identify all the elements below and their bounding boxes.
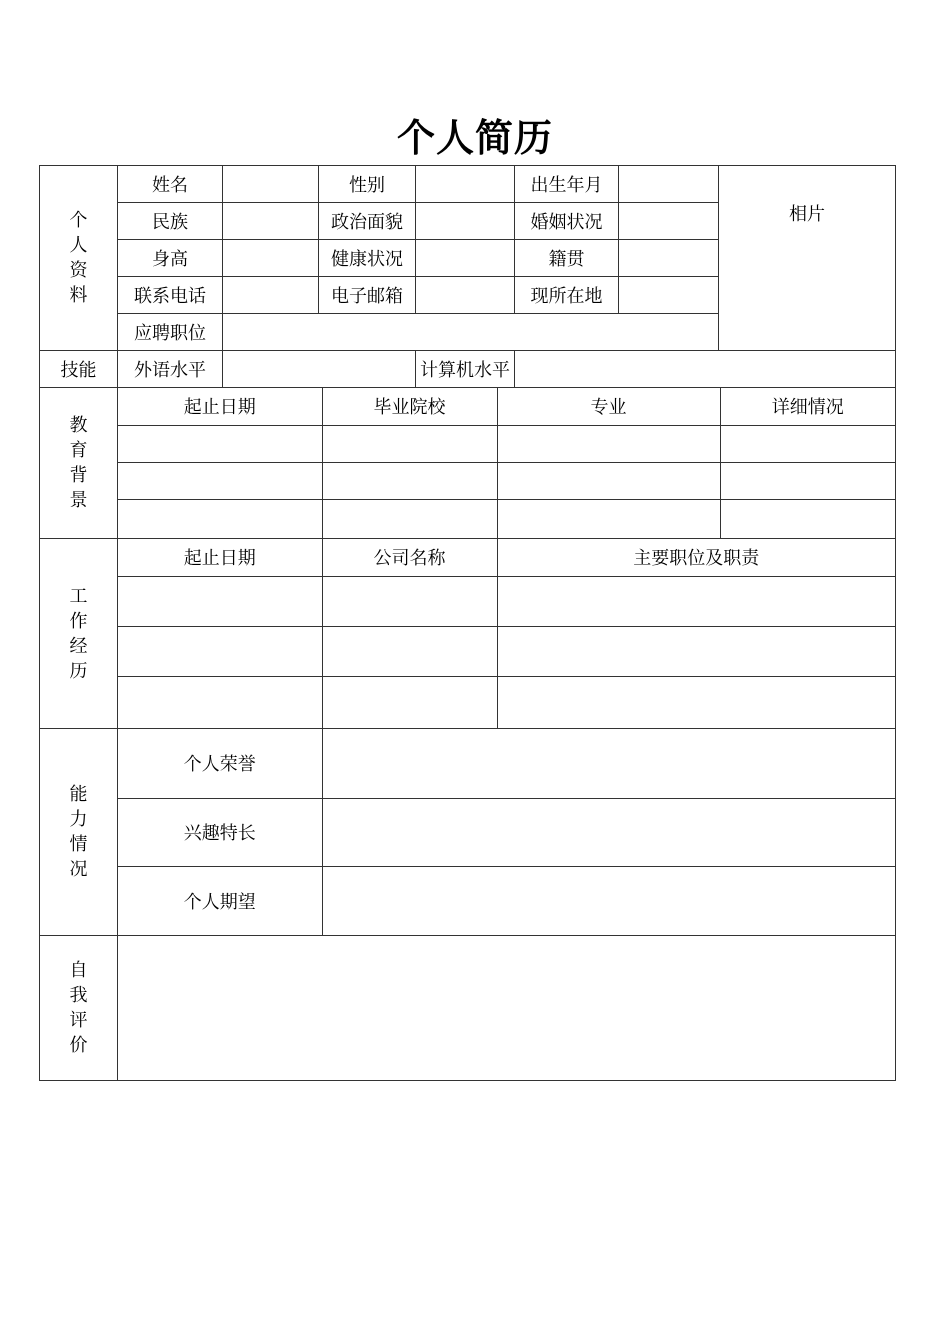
label-location: 现所在地 xyxy=(515,277,619,314)
label-language: 外语水平 xyxy=(118,351,223,388)
section-personal: 个 人 资 料 xyxy=(40,166,118,351)
work-cell[interactable] xyxy=(322,676,497,728)
label-height: 身高 xyxy=(118,240,223,277)
edu-cell[interactable] xyxy=(720,462,895,499)
education-table xyxy=(118,388,896,539)
field-position[interactable] xyxy=(223,314,719,351)
label-birth: 出生年月 xyxy=(515,166,619,203)
table-row xyxy=(118,626,895,676)
label-name: 姓名 xyxy=(118,166,223,203)
edu-cell[interactable] xyxy=(322,462,497,499)
field-location[interactable] xyxy=(619,277,719,314)
label-native-place: 籍贯 xyxy=(515,240,619,277)
edu-cell[interactable] xyxy=(322,499,497,538)
label-expectations: 个人期望 xyxy=(118,866,322,935)
edu-cell[interactable] xyxy=(118,462,322,499)
field-marital[interactable] xyxy=(619,203,719,240)
table-row xyxy=(118,499,895,538)
edu-cell[interactable] xyxy=(497,425,720,462)
field-name[interactable] xyxy=(223,166,319,203)
resume-table xyxy=(39,165,896,1081)
work-cell[interactable] xyxy=(118,626,322,676)
section-education: 教 育 背 景 xyxy=(40,388,118,539)
label-interests: 兴趣特长 xyxy=(118,798,322,866)
label-position: 应聘职位 xyxy=(118,314,223,351)
label-phone: 联系电话 xyxy=(118,277,223,314)
label-political: 政治面貌 xyxy=(319,203,416,240)
field-computer[interactable] xyxy=(515,351,896,388)
field-health[interactable] xyxy=(416,240,515,277)
table-row xyxy=(118,425,895,462)
work-header-dates: 起止日期 xyxy=(118,539,322,576)
field-language[interactable] xyxy=(223,351,416,388)
field-self-eval[interactable] xyxy=(118,936,896,1081)
work-header-company: 公司名称 xyxy=(322,539,497,576)
work-cell[interactable] xyxy=(497,626,895,676)
field-gender[interactable] xyxy=(416,166,515,203)
field-native-place[interactable] xyxy=(619,240,719,277)
label-honors: 个人荣誉 xyxy=(118,729,322,798)
table-row xyxy=(118,676,895,728)
label-health: 健康状况 xyxy=(319,240,416,277)
work-table xyxy=(118,539,896,729)
field-birth[interactable] xyxy=(619,166,719,203)
work-cell[interactable] xyxy=(322,576,497,626)
section-ability: 能 力 情 况 xyxy=(40,729,118,936)
ability-table xyxy=(118,729,896,936)
work-cell[interactable] xyxy=(118,676,322,728)
work-cell[interactable] xyxy=(322,626,497,676)
edu-cell[interactable] xyxy=(118,425,322,462)
photo-box[interactable]: 相片 xyxy=(719,166,896,351)
edu-cell[interactable] xyxy=(720,425,895,462)
field-political[interactable] xyxy=(416,203,515,240)
work-cell[interactable] xyxy=(497,576,895,626)
table-row xyxy=(118,576,895,626)
field-phone[interactable] xyxy=(223,277,319,314)
edu-cell[interactable] xyxy=(322,425,497,462)
section-skills: 技能 xyxy=(40,351,118,388)
field-expectations[interactable] xyxy=(322,866,895,935)
edu-cell[interactable] xyxy=(118,499,322,538)
field-interests[interactable] xyxy=(322,798,895,866)
table-row xyxy=(118,462,895,499)
field-email[interactable] xyxy=(416,277,515,314)
section-self-eval: 自 我 评 价 xyxy=(40,936,118,1081)
work-cell[interactable] xyxy=(118,576,322,626)
label-gender: 性别 xyxy=(319,166,416,203)
page-title: 个人简历 xyxy=(396,115,553,160)
work-header-duties: 主要职位及职责 xyxy=(497,539,895,576)
edu-header-school: 毕业院校 xyxy=(322,388,497,425)
field-ethnicity[interactable] xyxy=(223,203,319,240)
edu-header-major: 专业 xyxy=(497,388,720,425)
work-cell[interactable] xyxy=(497,676,895,728)
field-honors[interactable] xyxy=(322,729,895,798)
label-computer: 计算机水平 xyxy=(416,351,515,388)
section-work: 工 作 经 历 xyxy=(40,539,118,729)
label-marital: 婚姻状况 xyxy=(515,203,619,240)
edu-cell[interactable] xyxy=(497,462,720,499)
edu-cell[interactable] xyxy=(497,499,720,538)
label-ethnicity: 民族 xyxy=(118,203,223,240)
edu-header-details: 详细情况 xyxy=(720,388,895,425)
edu-header-dates: 起止日期 xyxy=(118,388,322,425)
field-height[interactable] xyxy=(223,240,319,277)
edu-cell[interactable] xyxy=(720,499,895,538)
label-email: 电子邮箱 xyxy=(319,277,416,314)
